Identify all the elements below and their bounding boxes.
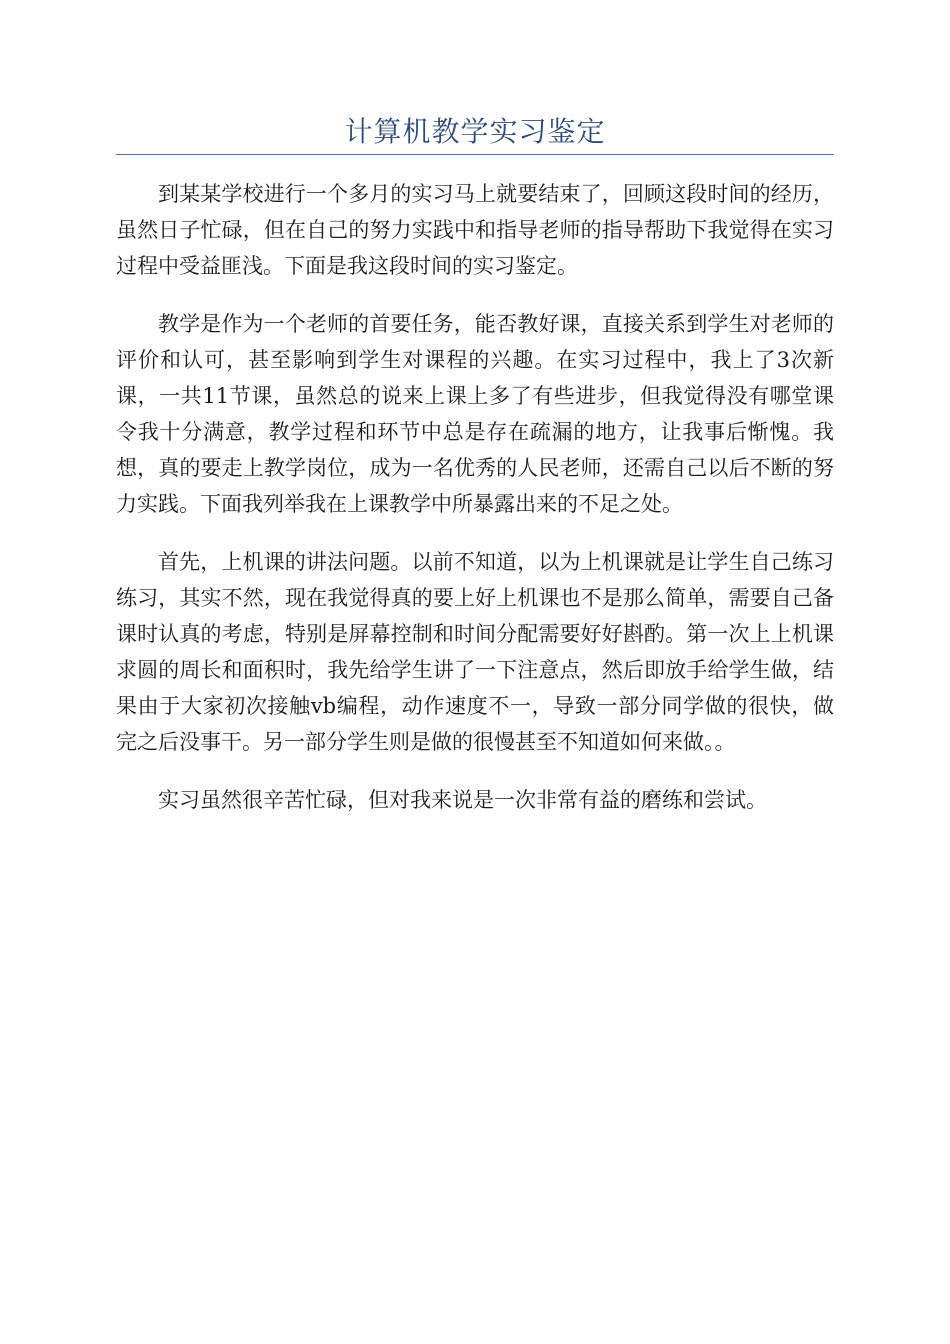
title-underline: [116, 154, 834, 155]
paragraph-teaching: 教学是作为一个老师的首要任务，能否教好课，直接关系到学生对老师的评价和认可，甚至影响到学生对课程的兴趣。在实习过程中，我上了3次新课，一共11节课，虽然总的说来上课上多了有些进步，但我觉得没有哪堂课令我十分满意，教学过程和环节中总是存在疏漏的地方，让我事后惭愧。我想，真的要走上教学岗位，成为一名优秀的人民老师，还需自己以后不断的努力实践。下面我列举我在上课教学中所暴露出来的不足之处。: [116, 312, 834, 516]
paragraph-lab-class: 首先，上机课的讲法问题。以前不知道，以为上机课就是让学生自己练习练习，其实不然，现在我觉得真的要上好上机课也不是那么简单，需要自己备课时认真的考虑，特别是屏幕控制和时间分配需要好好斟酌。第一次上上机课求圆的周长和面积时，我先给学生讲了一下注意点，然后即放手给学生做，结果由于大家初次接触vb编程，动作速度不一，导致一部分同学做的很快，做完之后没事干。另一部分学生则是做的很慢甚至不知道如何来做。。: [116, 550, 834, 754]
document-title: 计算机教学实习鉴定: [344, 115, 606, 148]
paragraph-intro: 到某某学校进行一个多月的实习马上就要结束了，回顾这段时间的经历，虽然日子忙碌，但在自己的努力实践中和指导老师的指导帮助下我觉得在实习过程中受益匪浅。下面是我这段时间的实习鉴定。: [116, 182, 834, 278]
document-body: [116, 176, 834, 840]
paragraph-conclusion: 实习虽然很辛苦忙碌，但对我来说是一次非常有益的磨练和尝试。: [158, 788, 767, 812]
